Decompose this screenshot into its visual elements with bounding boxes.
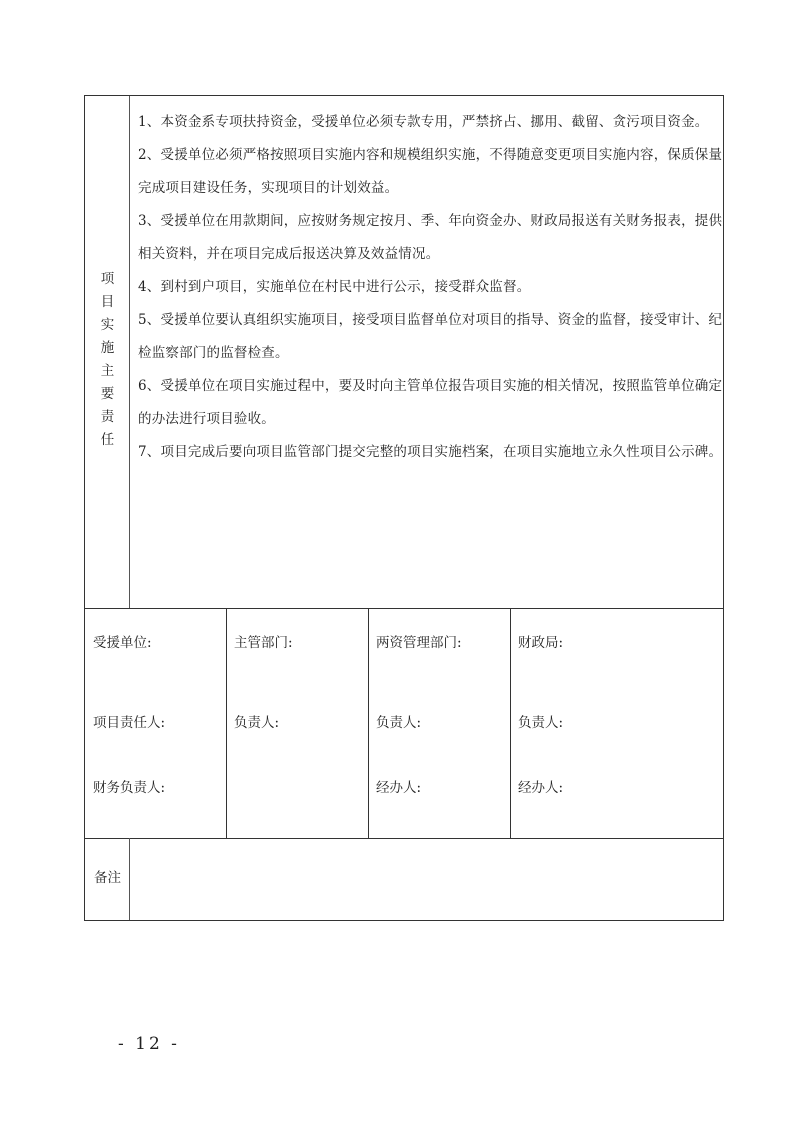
label-char: 实 <box>100 317 115 333</box>
label-char: 项 <box>100 271 115 287</box>
fund-mgmt-handler-label: 经办人: <box>376 780 422 796</box>
duty-item: 6、受援单位在项目实施过程中，要及时向主管单位报告项目实施的相关情况，按照监管单位确定的办法进行项目验收。 <box>138 378 723 427</box>
finance-bureau-label: 财政局: <box>518 635 564 651</box>
finance-bureau-handler-label: 经办人: <box>518 780 564 796</box>
label-char: 任 <box>100 432 115 448</box>
duty-item: 2、受援单位必须严格按照项目实施内容和规模组织实施，不得随意变更项目实施内容，保质保量完成项目建设任务，实现项目的计划效益。 <box>138 147 723 196</box>
duty-item: 7、项目完成后要向项目监管部门提交完整的项目实施档案，在项目实施地立永久性项目公示碑。 <box>138 444 723 460</box>
duty-item: 4、到村到户项目，实施单位在村民中进行公示，接受群众监督。 <box>138 279 531 295</box>
finance-bureau-signature-cell <box>510 609 723 839</box>
label-char: 目 <box>100 294 115 310</box>
remarks-field[interactable] <box>131 840 721 918</box>
department-label: 主管部门: <box>234 635 293 651</box>
duty-item: 3、受援单位在用款期间，应按财务规定按月、季、年向资金办、财政局报送有关财务报表，提供相关资料，并在项目完成后报送决算及效益情况。 <box>138 213 723 262</box>
department-signature-cell <box>226 609 368 839</box>
finance-owner-label: 财务负责人: <box>93 780 166 796</box>
department-person-label: 负责人: <box>234 715 280 731</box>
section-label <box>85 268 130 452</box>
section-divider <box>85 838 723 839</box>
duty-item: 5、受援单位要认真组织实施项目，接受项目监督单位对项目的指导、资金的监督，接受审计、纪检监察部门的监督检查。 <box>138 312 723 361</box>
label-char: 主 <box>100 363 115 379</box>
page-number: - 12 - <box>118 1034 180 1054</box>
label-char: 责 <box>100 409 115 425</box>
fund-mgmt-signature-cell <box>368 609 510 839</box>
recipient-signature-cell <box>85 609 226 839</box>
label-char: 施 <box>100 340 115 356</box>
duty-item: 1、本资金系专项扶持资金，受援单位必须专款专用，严禁挤占、挪用、截留、贪污项目资金。 <box>138 114 709 130</box>
recipient-label: 受援单位: <box>93 635 152 651</box>
duties-list <box>138 106 723 469</box>
fund-mgmt-person-label: 负责人: <box>376 715 422 731</box>
fund-mgmt-label: 两资管理部门: <box>376 635 462 651</box>
remarks-label: 备注 <box>94 870 121 886</box>
label-char: 要 <box>100 386 115 402</box>
project-owner-label: 项目责任人: <box>93 715 166 731</box>
responsibility-table <box>84 95 724 921</box>
finance-bureau-person-label: 负责人: <box>518 715 564 731</box>
